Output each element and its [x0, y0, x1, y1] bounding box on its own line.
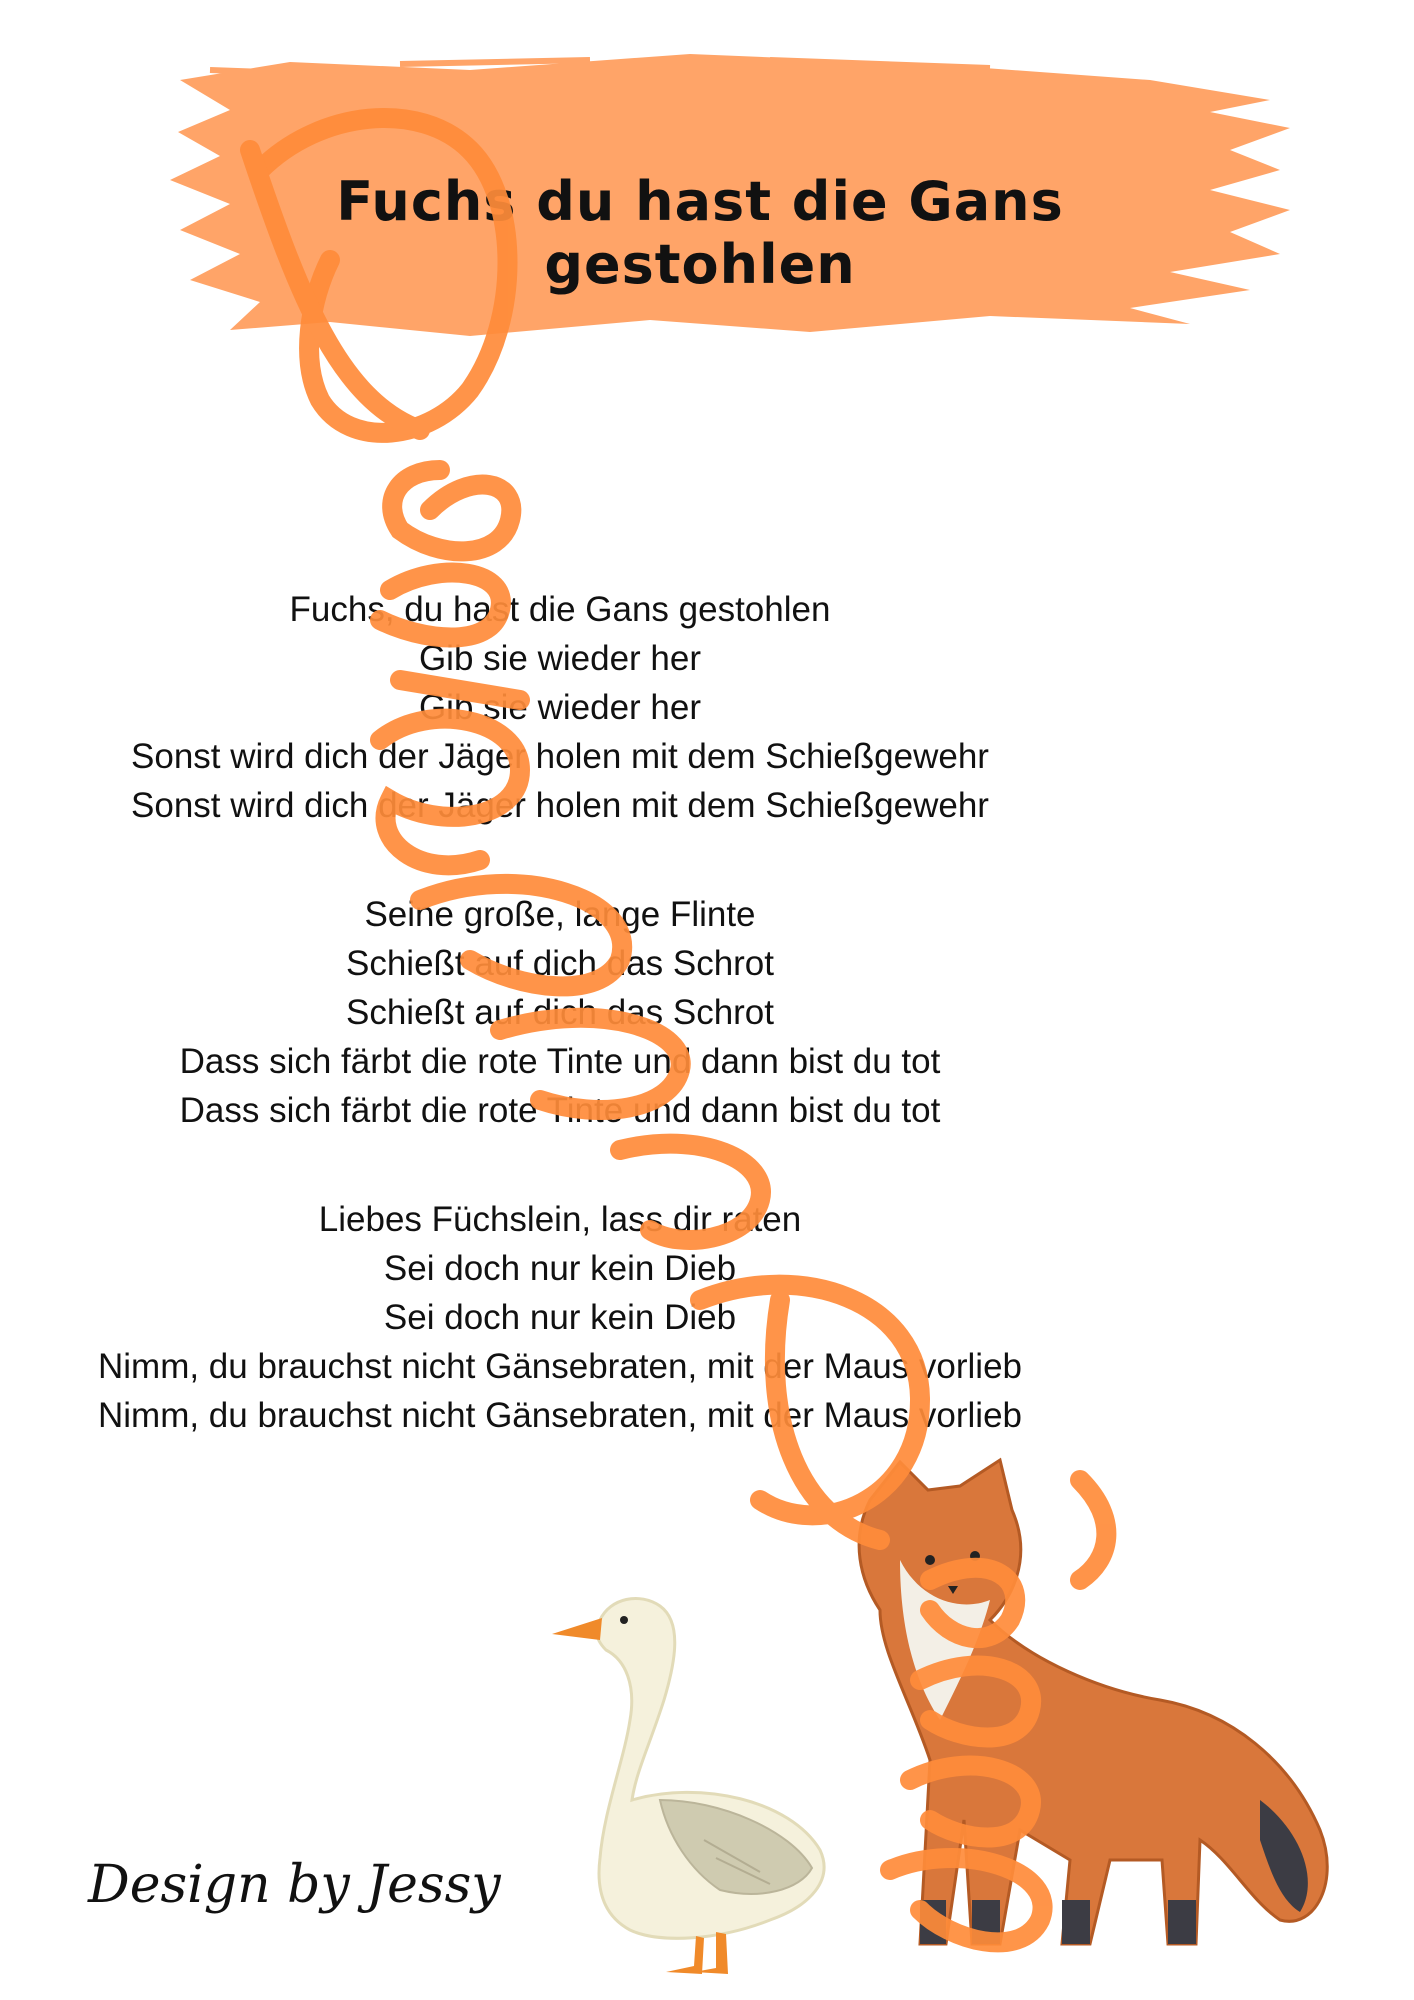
lyric-line: Seine große, lange Flinte	[364, 895, 756, 934]
page-title: Fuchs du hast die Gans gestohlen	[336, 170, 1064, 296]
lyric-line: Dass sich färbt die rote Tinte und dann bist du tot	[179, 1091, 941, 1130]
lyric-line: Gib sie wieder her	[418, 688, 702, 727]
signature: Design by Jessy	[88, 1855, 501, 1915]
lyric-line: Fuchs, du hast die Gans gestohlen	[289, 590, 831, 629]
lyric-line: Liebes Füchslein, lass dir raten	[318, 1200, 802, 1239]
fox-illustration	[859, 1460, 1327, 1944]
lyric-line: Sonst wird dich der Jäger holen mit dem Schießgewehr	[131, 737, 989, 776]
lyric-line: Schießt auf dich das Schrot	[346, 993, 774, 1032]
lyric-line: Nimm, du brauchst nicht Gänsebraten, mit der Maus vorlieb	[98, 1396, 1022, 1435]
lyric-line: Sei doch nur kein Dieb	[383, 1298, 737, 1337]
lyric-line: Gib sie wieder her	[418, 639, 702, 678]
lyric-line: Dass sich färbt die rote Tinte und dann bist du tot	[179, 1042, 941, 1081]
lyric-line: Schießt auf dich das Schrot	[346, 944, 774, 983]
lyric-line: Sei doch nur kein Dieb	[383, 1249, 737, 1288]
goose-illustration	[552, 1598, 824, 1974]
lyric-line: Nimm, du brauchst nicht Gänsebraten, mit der Maus vorlieb	[98, 1347, 1022, 1386]
lyric-line: Sonst wird dich der Jäger holen mit dem Schießgewehr	[131, 786, 989, 825]
